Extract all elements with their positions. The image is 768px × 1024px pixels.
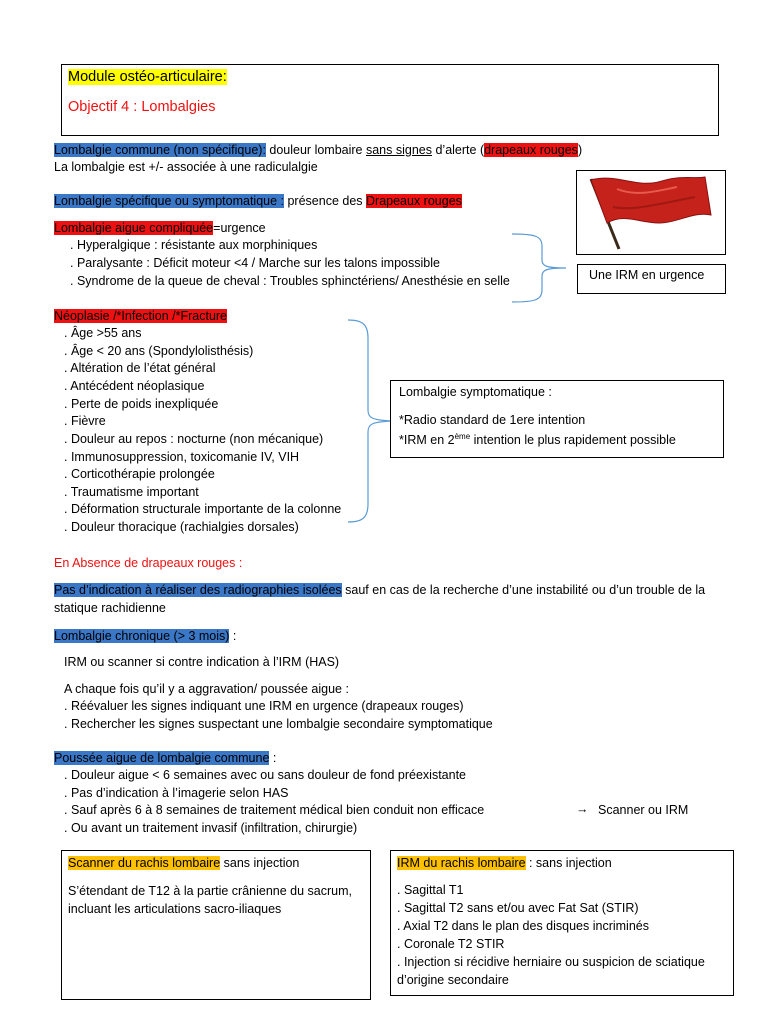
neoplasie-line: Néoplasie /*Infection /*Fracture xyxy=(54,309,228,323)
absence-title: En Absence de drapeaux rouges : xyxy=(54,556,243,570)
chronique-item: . Rechercher les signes suspectant une lombalgie secondaire symptomatique xyxy=(64,717,493,731)
chronique-item: . Réévaluer les signes indiquant une IRM en urgence (drapeaux rouges) xyxy=(64,699,464,713)
specifique-line: Lombalgie spécifique ou symptomatique : présence des Drapeaux rouges xyxy=(54,194,462,208)
commune-line: Lombalgie commune (non spécifique): douleur lombaire sans signes d’alerte (drapeaux rouges) xyxy=(54,143,583,157)
brace-aigue xyxy=(510,232,570,304)
irm-urgence-text: Une IRM en urgence xyxy=(589,268,705,282)
chronique-text-2: A chaque fois qu’il y a aggravation/ poussée aigue : xyxy=(64,682,349,696)
neoplasie-item: . Immunosuppression, toxicomanie IV, VIH xyxy=(64,450,300,464)
irm-item: . Sagittal T2 sans et/ou avec Fat Sat (STIR) xyxy=(397,901,639,915)
scanner-box xyxy=(61,850,371,1000)
absence-line-2: statique rachidienne xyxy=(54,601,166,615)
arrow-text: Scanner ou IRM xyxy=(598,803,689,817)
scanner-title-line: Scanner du rachis lombaire sans injection xyxy=(68,856,300,870)
poussee-item: . Douleur aigue < 6 semaines avec ou sans douleur de fond préexistante xyxy=(64,768,466,782)
neoplasie-item: . Douleur au repos : nocturne (non mécanique) xyxy=(64,432,324,446)
neoplasie-item: . Traumatisme important xyxy=(64,485,199,499)
symptomatique-title: Lombalgie symptomatique : xyxy=(399,385,552,399)
irm-item: . Coronale T2 STIR xyxy=(397,937,505,951)
symptomatique-line-1: *Radio standard de 1ere intention xyxy=(399,413,586,427)
commune-line-2: La lombalgie est +/- associée à une radiculalgie xyxy=(54,160,318,174)
module-title: Module ostéo-articulaire: xyxy=(68,69,227,85)
poussee-line: Poussée aigue de lombalgie commune : xyxy=(54,751,277,765)
flag-image-frame xyxy=(576,170,726,255)
chronique-text-1: IRM ou scanner si contre indication à l’IRM (HAS) xyxy=(64,655,340,669)
neoplasie-item: . Fièvre xyxy=(64,414,106,428)
poussee-item: . Pas d’indication à l’imagerie selon HAS xyxy=(64,786,289,800)
neoplasie-item: . Douleur thoracique (rachialgies dorsales) xyxy=(64,520,299,534)
scanner-body: S’étendant de T12 à la partie crânienne du sacrum, incluant les articulations sacro-iliaques xyxy=(68,884,352,916)
aigue-item: . Syndrome de la queue de cheval : Troubles sphinctériens/ Anesthésie en selle xyxy=(70,274,510,288)
neoplasie-item: . Âge < 20 ans (Spondylolisthésis) xyxy=(64,344,254,358)
neoplasie-item: . Altération de l’état général xyxy=(64,361,216,375)
neoplasie-item: . Antécédent néoplasique xyxy=(64,379,205,393)
aigue-item: . Paralysante : Déficit moteur <4 / Marche sur les talons impossible xyxy=(70,256,440,270)
brace-neoplasie xyxy=(346,318,396,524)
neoplasie-item: . Corticothérapie prolongée xyxy=(64,467,215,481)
arrow-icon: → xyxy=(576,802,589,816)
symptomatique-line-2: *IRM en 2ème intention le plus rapidement possible xyxy=(399,432,676,448)
irm-item: . Injection si récidive herniaire ou suspicion de sciatique d’origine secondaire xyxy=(397,955,705,987)
irm-title-line: IRM du rachis lombaire : sans injection xyxy=(397,856,612,870)
irm-item: . Axial T2 dans le plan des disques incriminés xyxy=(397,919,649,933)
aigue-item: . Hyperalgique : résistante aux morphiniques xyxy=(70,238,318,252)
neoplasie-item: . Âge >55 ans xyxy=(64,326,142,340)
chronique-line: Lombalgie chronique (> 3 mois) : xyxy=(54,629,237,643)
neoplasie-item: . Perte de poids inexpliquée xyxy=(64,397,219,411)
objectif-title: Objectif 4 : Lombalgies xyxy=(68,99,216,115)
neoplasie-item: . Déformation structurale importante de la colonne xyxy=(64,502,342,516)
aigue-line: Lombalgie aigue compliquée=urgence xyxy=(54,221,266,235)
poussee-item: . Ou avant un traitement invasif (infiltration, chirurgie) xyxy=(64,821,358,835)
red-flag-icon xyxy=(577,171,725,254)
poussee-item: . Sauf après 6 à 8 semaines de traitement médical bien conduit non efficace xyxy=(64,803,485,817)
irm-item: . Sagittal T1 xyxy=(397,883,464,897)
absence-line: Pas d’indication à réaliser des radiographies isolées sauf en cas de la recherche d’une instabilité ou d’un trouble de la xyxy=(54,583,706,597)
